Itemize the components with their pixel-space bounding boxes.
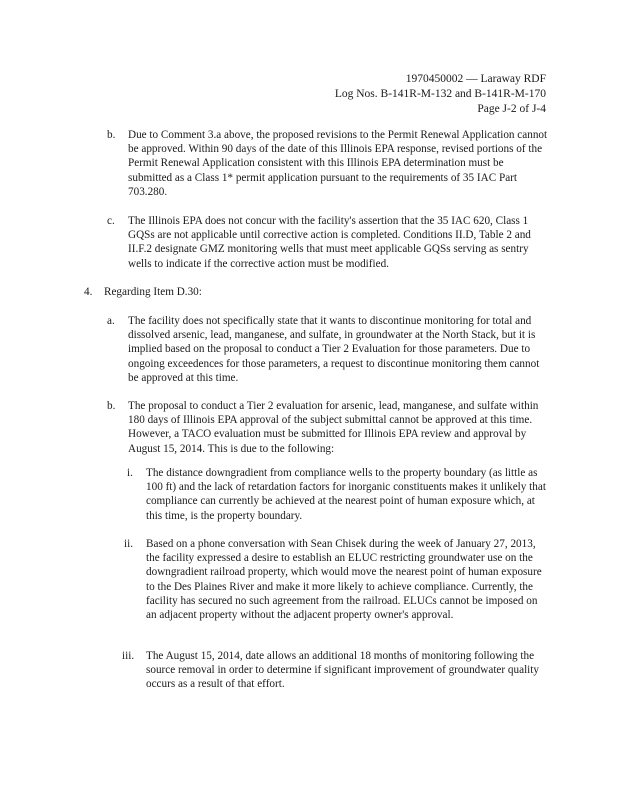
item-4a-text: The facility does not specifically state that it wants to discontinue monitoring for total and dissolved arsenic, lead, manganese, and sulfate, in groundwater at the North Stack, but it is implied based on the proposal to conduct a Tier 2 Evaluation for those parameters. Due to ongoing exceedences for those parameters, a request to discontinue monitoring them cannot be approved at this time.	[128, 315, 540, 384]
item-iii-text: The August 15, 2014, date allows an additional 18 months of monitoring following the source removal in order to determine if significant improvement of groundwater quality occurs as a result of that effort.	[146, 650, 539, 691]
item-3b-text: Due to Comment 3.a above, the proposed revisions to the Permit Renewal Application cannot be approved. Within 90 days of the date of this Illinois EPA response, revised portions of the Permit Renewal Application consistent with this Illinois EPA determination must be submitted as a Class 1* permit application pursuant to the requirements of 35 IAC Part 703.280.	[128, 129, 548, 198]
item-4-text: Regarding Item D.30:	[104, 286, 202, 298]
item-ii-label: ii.	[124, 538, 134, 550]
header-page-number: Page J-2 of J-4	[477, 103, 546, 115]
item-4a-label: a.	[107, 315, 115, 327]
item-3c-label: c.	[107, 215, 115, 227]
item-3b-label: b.	[107, 129, 116, 141]
item-i-label: i.	[127, 467, 133, 479]
header-log-numbers: Log Nos. B-141R-M-132 and B-141R-M-170	[334, 88, 546, 100]
item-4b-label: b.	[107, 400, 116, 412]
header-facility-id: 1970450002 — Laraway RDF	[405, 73, 546, 85]
item-4b-text: The proposal to conduct a Tier 2 evaluation for arsenic, lead, manganese, and sulfate within 180 days of Illinois EPA approval of the subject submittal cannot be approved at this time. However, a TACO evaluation must be submitted for Illinois EPA review and approval by August 15, 2014. This is due to the following:	[128, 400, 539, 455]
item-iii-label: iii.	[122, 650, 135, 662]
item-i-text: The distance downgradient from compliance wells to the property boundary (as little as 100 ft) and the lack of retardation factors for inorganic constituents makes it unlikely that compliance can currently be achieved at the nearest point of human exposure which, at this time, is the property boundary.	[146, 467, 546, 522]
item-3c-text: The Illinois EPA does not concur with the facility's assertion that the 35 IAC 620, Class 1 GQSs are not applicable until corrective action is completed. Conditions II.D, Table 2 and II.F.2 designate GMZ monitoring wells that must meet applicable GQSs serving as sentry wells to indicate if the corrective action must be modified.	[128, 215, 531, 270]
item-4-label: 4.	[84, 286, 93, 298]
item-ii-text: Based on a phone conversation with Sean Chisek during the week of January 27, 2013, the facility expressed a desire to establish an ELUC restricting groundwater use on the downgradient railroad property, which would move the nearest point of human exposure to the Des Plaines River and make it more likely to achieve compliance. Currently, the facility has secured no such agreement from the railroad. ELUCs cannot be imposed on an adjacent property without the adjacent property owner's approval.	[146, 538, 542, 622]
page-header	[335, 72, 546, 117]
